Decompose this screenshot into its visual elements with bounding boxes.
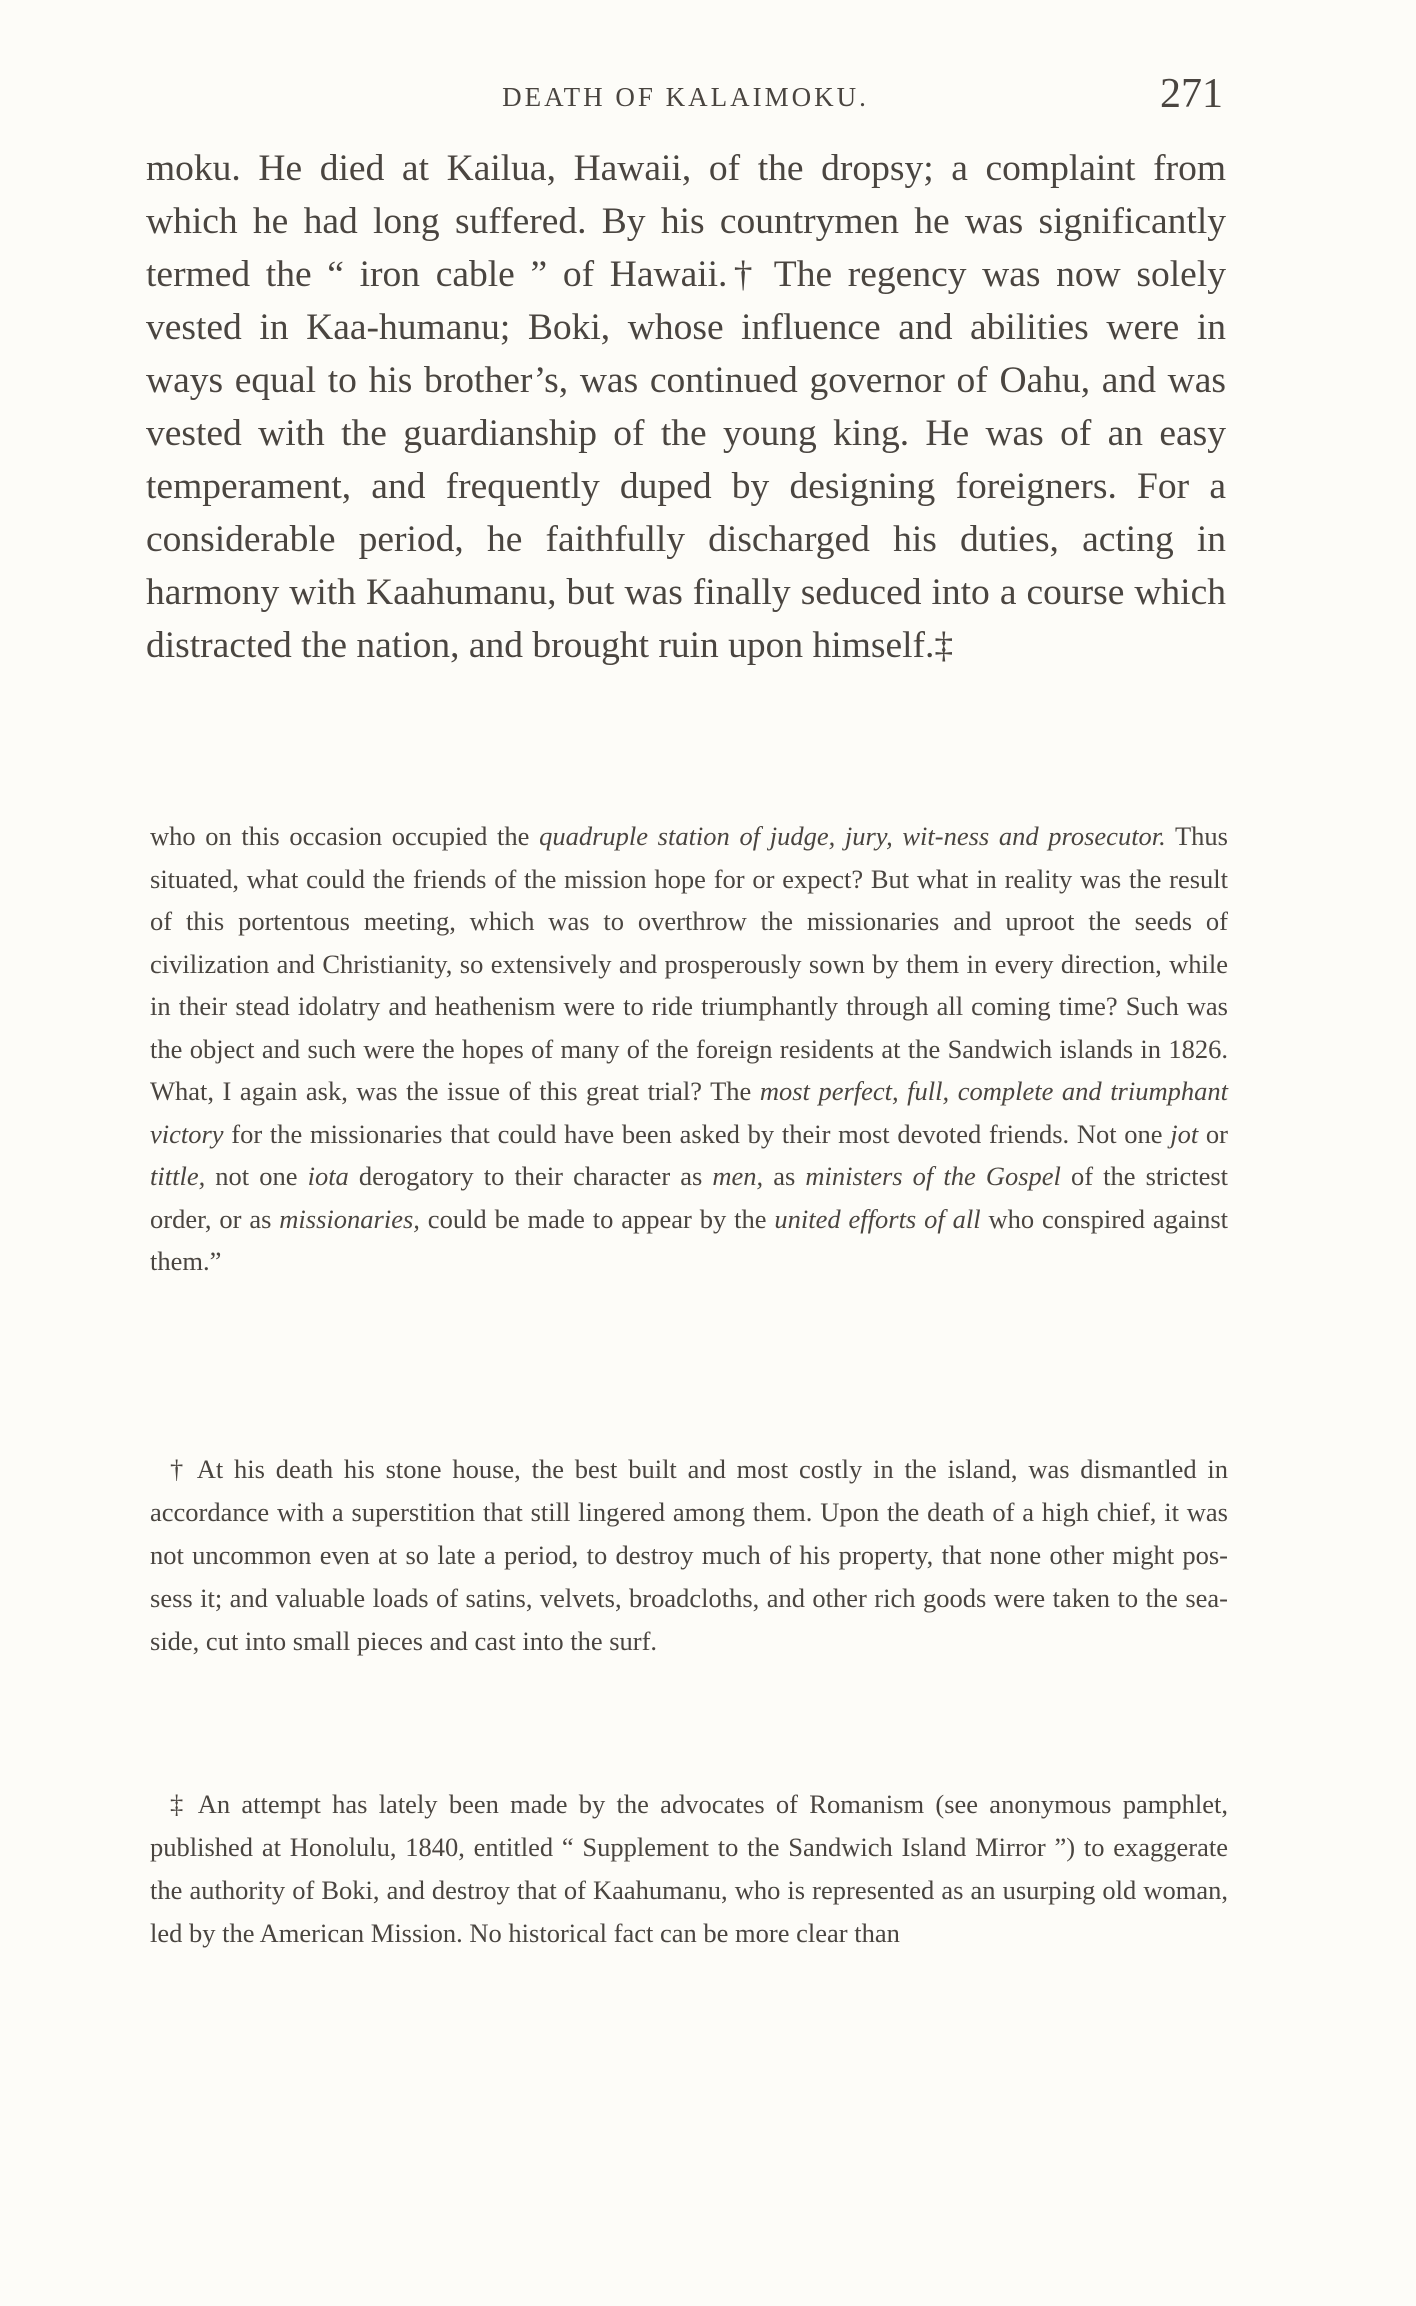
fn-text: or <box>1198 1118 1229 1149</box>
page-number: 271 <box>1160 71 1223 117</box>
fn-italic: quadruple station of judge, jury, wit-ness and prosecutor. <box>539 821 1166 851</box>
fn-text: who conspired against them.” <box>150 1203 1228 1276</box>
fn-text: for the missionaries that could have been asked by their most devoted friends. Not one <box>223 1118 1171 1149</box>
fn-italic: jot <box>1170 1118 1199 1149</box>
fn-italic: ministers of the Gospel <box>805 1161 1061 1191</box>
footnote-dagger-text: † At his death his stone house, the best built and most costly in the island, was dismantled in accordance with a superstition that still lingered among them. Upon the death of a high chief, it was not uncommon even at so late a period, to destroy much of his property, that none other might pos-sess it; and valuable loads of satins, velvets, broadcloths, and other rich goods were taken to the sea-side, cut into small pieces and cast into the surf. <box>150 1454 1228 1656</box>
fn-text: as <box>763 1161 806 1191</box>
footnote-double-dagger <box>150 1783 1228 1955</box>
footnote-ref-ddagger: ‡ <box>934 625 954 666</box>
running-header <box>148 70 1223 120</box>
main-text-1: moku. He died at Kailua, Hawaii, of the dropsy; a complaint from which he had long suffered. By his countrymen he was significantly termed the “ iron cable ” of Hawaii. <box>146 148 1226 295</box>
fn-italic: tittle, <box>150 1161 206 1191</box>
footnote-continuation <box>150 815 1228 1283</box>
fn-text: Thus situated, what could the friends of the mission hope for or expect? But what in reality was the result of this portentous meeting, which was to overthrow the missionaries and uproot the seeds of civilization and Christianity, so extensively and prosperously sown by them in every direction, while in their stead idolatry and heathenism were to ride triumphantly through all coming time? Such was the object and such were the hopes of many of the foreign residents at the Sandwich islands in 1826. What, I again ask, was the issue of this great trial? The <box>150 821 1228 1106</box>
fn-text: of the strictest order, or as <box>150 1161 1229 1234</box>
fn-italic: men, <box>712 1161 764 1191</box>
fn-text: could be made to appear by the <box>419 1203 775 1234</box>
fn-italic: most perfect, full, complete and triumphant victory <box>150 1076 1228 1149</box>
footnote-ddagger-text: ‡ An attempt has lately been made by the advocates of Romanism (see anonymous pamphlet, published at Honolulu, 1840, entitled “ Supplement to the Sandwich Island Mirror ”) to exaggerate the authority of Boki, and destroy that of Kaahumanu, who is represented as an usurping old woman, led by the American Mission. No historical fact can be more clear than <box>150 1789 1228 1948</box>
footnote-dagger <box>150 1448 1228 1663</box>
fn-text: derogatory to their character as <box>348 1161 713 1191</box>
main-paragraph <box>146 142 1226 672</box>
fn-italic: united efforts of all <box>774 1203 981 1234</box>
fn-italic: iota <box>307 1161 349 1191</box>
fn-italic: missionaries, <box>279 1203 420 1234</box>
running-title: DEATH OF KALAIMOKU. <box>502 82 869 112</box>
main-text-2: The regency was now solely vested in Kaa-humanu; Boki, whose influence and abilities were in ways equal to his brother’s, was continued governor of Oahu, and was vested with the guardianship of the young king. He was of an easy temperament, and frequently duped by designing foreigners. For a considerable period, he faithfully discharged his duties, acting in harmony with Kaahumanu, but was finally seduced into a course which distracted the nation, and brought ruin upon himself. <box>146 254 1226 666</box>
fn-text: not one <box>205 1161 308 1191</box>
footnote-ref-dagger: † <box>727 254 759 295</box>
fn-text: who on this occasion occupied the <box>150 821 540 851</box>
